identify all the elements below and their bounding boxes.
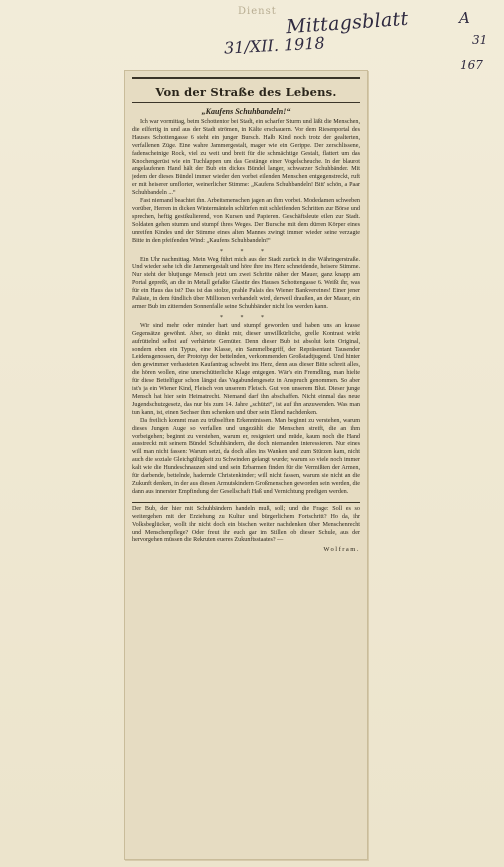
faint-header-text: Dienst (238, 6, 277, 17)
article-paragraph-4: Wir sind mehr oder minder hart und stumpf geworden und haben uns an krasse Gegensätze gewöhnt. Aber, so dünkt mir, dieser unwillkürliche, grelle Kontrast wirkt aufrüttelnd selbst auf verhärtete Gemüter. Denn dieser Bub ist absolut kein Original, sondern eben ein Typus, eine Klasse, ein Sammelbegriff, der Repräsentant Tausender Leidensgenossen, der Prototyp der bettelnden, verkommenden Großstadtjugend. Und hinter den gewimmer verhasteten Kaufantrag schwebt ins Herz, denn aus dieser Bitte schreit alles, die hören wollen, eine unerschütterliche Klage entgegen. Wär's ein Fremdling, man hielte für diese Bettelfigur schon längst das Vagabundengesetz in Anspruch genommen. So aber ist's ja ein Wiener Kind, Fleisch von unserem Fleisch. Gut von unserem Blut. Dieser junge Mensch hat hier sein Heimatrecht. Niemand darf ihn abschaffen. Nicht einmal das neue Jugendschutzgesetz, das nur bis zum 14. Jahre „schützt“, ist auf ihn anzuwenden. Was man tun kann, ist, einen Sechser ihm schenken und über sein Elend nachdenken. (132, 322, 360, 416)
article-subhead: „Kaufens Schuhbandeln!“ (201, 107, 291, 116)
article-paragraph-5: Da freilich kommt man zu trübselften Erkenntnissen. Man beginnt zu verstehen, warum dieses Jungen Auge so verfallen und ungezählt die Menschen streift, die an ihm vorbeigehen; beginnt zu verstehen, warum er, resigniert und müde, kaum noch die Hand ausstreckt mit seinem Bündel Schuhbändern, die doch niemanden interessieren. Nur eines will man nicht fassen: Warum setzt, da doch alles ins Wanken und zum Stürzen kam, nicht auch die soziale Gleichgültigkeit zu Schwinden gelangt wurde; warum so viele noch immer kalt wie die Hundeschnauzen sind und sein Erbarmen finden für die Vermißten der Armen, für darbende, bettelnde, hadernde Christenkinder; will nicht fassen, warum sie nicht an die Zukunft denken, in der aus diesen Armutskindern Großmenschen geworden sein werden, die dann aus innerster Empfindung der Gesellschaft Haß und Vernichtung predigen werden. (132, 417, 360, 495)
footer-divider (132, 502, 360, 503)
section-separator-2: * * * (220, 314, 272, 321)
section-separator-1: * * * (220, 248, 272, 255)
handwritten-date: 31/XII. 1918 (223, 33, 326, 58)
margin-note-3: 167 (460, 58, 483, 72)
clipping-content (132, 77, 360, 853)
newspaper-clipping (124, 70, 368, 860)
article-paragraph-1: Ich war vormittag, beim Schottentor bei Stadt, ein scharfer Sturm und läßt die Menschen, die eilfertig in und aus der Stadt strömen, in Kälte erschauern. Vor dem Riesenportal des Hauses Schottengasse 6 steht ein junger Bursch. Halb Kind noch trotz der gealterten, verfallenen Züge. Eine wahre Jammergestalt, mager wie ein Gerippe. Der zerschlissene, fadenscheinige Rock, viel zu weit und breit für die schmächtige Gestalt, flattert um das Knochengerüst wie ein Tuchlappen um das Gestänge einer Vogelscheuche. In der blaurot angelaufenen Hand hält der Bub ein dickes Bündel langer, schwarzer Schuhbänder. Mit jedem der dieses Bündel immer wieder den vorbei eilenden Menschen entgegenstreckt, ruft er mit heiserer umflorter, weinerlicher Stimme: „Kaufens Schuhbandeln! Bitt' schön, a Paar Schuhbandeln ...“ (132, 119, 360, 197)
article-paragraph-2: Fast niemand beachtet ihn. Arbeitsmenschen jagen an ihm vorbei. Modedamen schweben vorüber, Herren in dicken Wintermänteln schlürfen mit schleifenden Schritten zur Börse und sprechen, heftig gestikulierend, von Kursen und Papieren. Geschäftsleute eilen zur Stadt. Soldaten gehen stumm und stumpf ihres Weges. Der Bursche mit dem dürren Körper eines unreifen Kindes und der Stimme eines alten Mannes zwingt immer wieder seine verzagte Bitte in den pfeifenden Wind: „Kaufens Schuhbandeln!“ (132, 198, 360, 244)
article-footer: Der Bub, der hier mit Schuhbändern handeln muß, soll; und die Frage: Soll es so weitergehen mit der Erziehung zu Kultur und bürgerlichem Fortschritt? Ho da, ihr Volksbeglücker, wollt ihr nicht doch ein bischen weiter nachdenken über Menschenrecht und Menschenpflege? Oder freut ihr euch gar im Stillen ob dieser Schule, aus der hervorgehen müssen die Rekruten eueres Zukunftsstaates? — (132, 505, 360, 544)
article-paragraph-3: Ein Uhr nachmittag. Mein Weg führt mich aus der Stadt zurück in die Währingerstraße. Und wieder sehe ich die Jammergestalt und höre ihre ins Herz schneidende, heisere Stimme. Nur steht der blutjunge Mensch jetzt um zwei Schritte näher der Mauer, ganz knapp am Portal gepreßt, an die in Metall gefaßte Glastür des Hauses Schottengasse 6. Weißt ihr, was für ein Haus das ist? Das ist das stolze, prahle Palais des Wiener Bankvereines! Einer jener Paläste, in dem fündlich über Millionen verhandelt wird, derweil draußen, an der Mauer, ein armer Bub im zitternden Sonnenfalle seine Schuhbänder nicht los werden kann. (132, 256, 360, 310)
author-signature: Wolfram. (323, 546, 360, 554)
handwritten-newspaper-title: Mittagsblatt (285, 7, 410, 39)
article-headline: Von der Straße des Lebens. (132, 77, 360, 103)
margin-note-2: 31 (472, 33, 488, 47)
margin-note-1: A (459, 9, 470, 27)
